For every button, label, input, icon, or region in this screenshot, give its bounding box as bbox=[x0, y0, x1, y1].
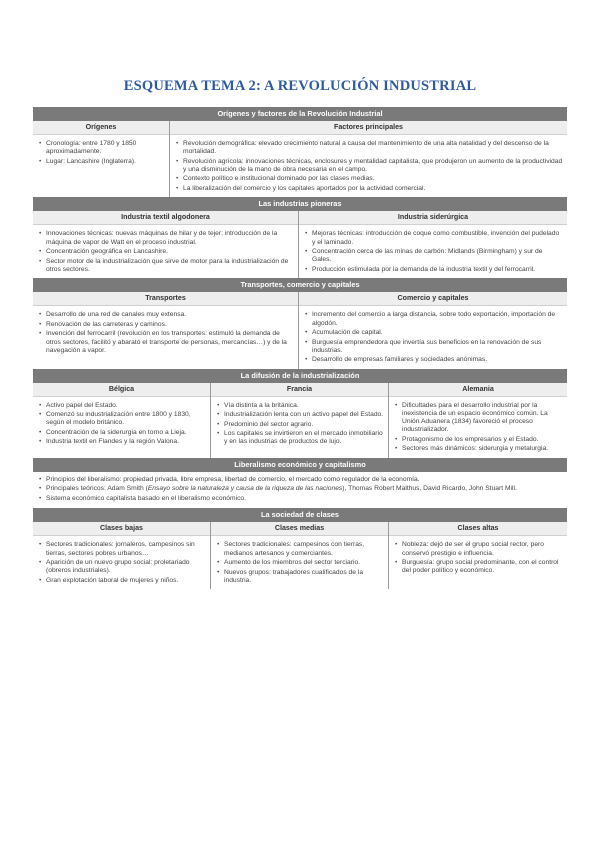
page-title: ESQUEMA TEMA 2: A REVOLUCIÓN INDUSTRIAL bbox=[123, 78, 477, 94]
list-item: • Aparición de un nuevo grupo social: proletariado (obreros industriales). bbox=[39, 559, 206, 575]
list-item: • Innovaciones técnicas: nuevas máquinas de hilar y de tejer; introducción de la máquina de vapor de Watt en el proceso industrial. bbox=[39, 230, 294, 246]
schema-sheet bbox=[33, 107, 567, 589]
middle-class-header: Clases medias bbox=[211, 522, 388, 536]
section-transport-band: Transportes, comercio y capitales bbox=[33, 278, 567, 292]
lower-class-header: Clases bajas bbox=[33, 522, 210, 536]
list-item: • Concentración de la siderurgia en torno a Lieja. bbox=[39, 429, 206, 437]
list-item: • Concentración cerca de las minas de carbón: Midlands (Birmingham) y sur de Gales. bbox=[305, 248, 563, 264]
theorists-prefix: Principales teóricos: Adam Smith ( bbox=[46, 485, 148, 493]
section-transport bbox=[33, 292, 567, 368]
germany-column bbox=[389, 383, 567, 458]
list-item bbox=[39, 485, 563, 493]
list-item: • Sector motor de la industrialización que sirve de motor para la industrialización de otros sectores. bbox=[39, 258, 294, 274]
essay-title: Ensayo sobre la naturaleza y causa de la riqueza de las naciones bbox=[147, 485, 343, 493]
section-society bbox=[33, 522, 567, 589]
list-item: • Industrialización lenta con un activo papel del Estado. bbox=[217, 411, 384, 419]
upper-class-header: Clases altas bbox=[389, 522, 567, 536]
transport-header: Transportes bbox=[33, 292, 298, 306]
upper-class-column bbox=[389, 522, 567, 589]
list-item: • Vía distinta a la británica. bbox=[217, 402, 384, 410]
list-item: • Gran explotación laboral de mujeres y niños. bbox=[39, 577, 206, 585]
section-pioneer-band: Las industrias pioneras bbox=[33, 197, 567, 211]
list-item: • Predominio del sector agrario. bbox=[217, 421, 384, 429]
list-item: • Activo papel del Estado. bbox=[39, 402, 206, 410]
steel-column bbox=[299, 211, 567, 278]
trade-header: Comercio y capitales bbox=[299, 292, 567, 306]
steel-header: Industria siderúrgica bbox=[299, 211, 567, 225]
textile-header: Industria textil algodonera bbox=[33, 211, 298, 225]
list-item: • Cronología: entre 1780 y 1850 aproximadamente. bbox=[39, 140, 165, 156]
factors-header: Factores principales bbox=[170, 121, 567, 135]
list-item: • Revolución agrícola: innovaciones técnicas, enclosures y mentalidad capitalista, que produjeron un aumento de la productividad y una disminución de la mano de obra necesaria en el campo. bbox=[176, 158, 563, 174]
section-diffusion bbox=[33, 383, 567, 458]
belgium-header: Bélgica bbox=[33, 383, 210, 397]
list-item: • Dificultades para el desarrollo industrial por la inexistencia de un espacio económico común. La Unión Aduanera (1834) favoreció el proceso industrializador. bbox=[395, 402, 563, 435]
france-column bbox=[211, 383, 389, 458]
section-pioneer bbox=[33, 211, 567, 278]
list-item: • Producción estimulada por la demanda de la industria textil y del ferrocarril. bbox=[305, 266, 563, 274]
list-item: • Invención del ferrocarril (revolución en los transportes: estimuló la demanda de otros sectores, facilitó y abarató el transporte de personas, mercancías…) y de la navegación a vapor. bbox=[39, 330, 294, 355]
list-item: • Renovación de las carreteras y caminos. bbox=[39, 321, 294, 329]
section-liberalism bbox=[33, 472, 567, 509]
list-item: • Comenzó su industrialización entre 1800 y 1830, según el modelo británico. bbox=[39, 411, 206, 427]
list-item: • Sectores más dinámicos: siderurgia y metalurgia. bbox=[395, 445, 563, 453]
belgium-column bbox=[33, 383, 211, 458]
theorists-suffix: ), Thomas Robert Malthus, David Ricardo, John Stuart Mill. bbox=[342, 485, 517, 493]
section-liberalism-band: Liberalismo económico y capitalismo bbox=[33, 458, 567, 472]
origins-column bbox=[33, 121, 170, 197]
section-society-band: La sociedad de clases bbox=[33, 508, 567, 522]
list-item: • Revolución demográfica: elevado crecimiento natural a causa del mantenimiento de una alta natalidad y del descenso de la mortalidad. bbox=[176, 140, 563, 156]
textile-column bbox=[33, 211, 299, 278]
list-item: • Burguesía emprendedora que invertía sus beneficios en la renovación de sus industrias. bbox=[305, 339, 563, 355]
middle-class-column bbox=[211, 522, 389, 589]
list-item: • Mejoras técnicas: introducción de coque como combustible, invención del pudelado y el laminado. bbox=[305, 230, 563, 246]
list-item: • Principios del liberalismo: propiedad privada, libre empresa, libertad de comercio, el mercado como regulador de la economía. bbox=[39, 476, 563, 484]
list-item: • Los capitales se invirtieron en el mercado inmobiliario y en las industrias de productos de lujo. bbox=[217, 430, 384, 446]
list-item: • Aumento de los miembros del sector terciario. bbox=[217, 559, 384, 567]
list-item: • Contexto político e institucional dominado por las clases medias. bbox=[176, 175, 563, 183]
germany-header: Alemania bbox=[389, 383, 567, 397]
list-item: • Acumulación de capital. bbox=[305, 329, 563, 337]
list-item: • La liberalización del comercio y los capitales aportados por la actividad comercial. bbox=[176, 185, 563, 193]
lower-class-column bbox=[33, 522, 211, 589]
section-origins-band: Orígenes y factores de la Revolución Industrial bbox=[33, 107, 567, 121]
list-item: • Nuevos grupos: trabajadores cualificados de la industria. bbox=[217, 569, 384, 585]
list-item: • Desarrollo de una red de canales muy extensa. bbox=[39, 311, 294, 319]
list-item: • Industria textil en Flandes y la región Valona. bbox=[39, 438, 206, 446]
section-diffusion-band: La difusión de la industrialización bbox=[33, 369, 567, 383]
list-item: • Desarrollo de empresas familiares y sociedades anónimas. bbox=[305, 356, 563, 364]
list-item: • Sectores tradicionales: campesinos con tierras, medianos artesanos y comerciantes. bbox=[217, 541, 384, 557]
section-origins bbox=[33, 121, 567, 197]
list-item: • Sistema económico capitalista basado en el liberalismo económico. bbox=[39, 495, 563, 503]
list-item: • Incremento del comercio a larga distancia, sobre todo exportación, importación de algodón. bbox=[305, 311, 563, 327]
list-item: • Lugar: Lancashire (Inglaterra). bbox=[39, 158, 165, 166]
trade-column bbox=[299, 292, 567, 368]
list-item: • Nobleza: dejó de ser el grupo social rector, pero conservó prestigio e influencia. bbox=[395, 541, 563, 557]
factors-column bbox=[170, 121, 567, 197]
origins-header: Orígenes bbox=[33, 121, 169, 135]
list-item: • Protagonismo de los empresarios y el Estado. bbox=[395, 436, 563, 444]
list-item: • Burguesía: grupo social predominante, con el control del poder político y económico. bbox=[395, 559, 563, 575]
list-item: • Sectores tradicionales: jornaleros, campesinos sin tierras, sectores pobres urbanos… bbox=[39, 541, 206, 557]
list-item: • Concentración geográfica en Lancashire. bbox=[39, 248, 294, 256]
transport-column bbox=[33, 292, 299, 368]
france-header: Francia bbox=[211, 383, 388, 397]
